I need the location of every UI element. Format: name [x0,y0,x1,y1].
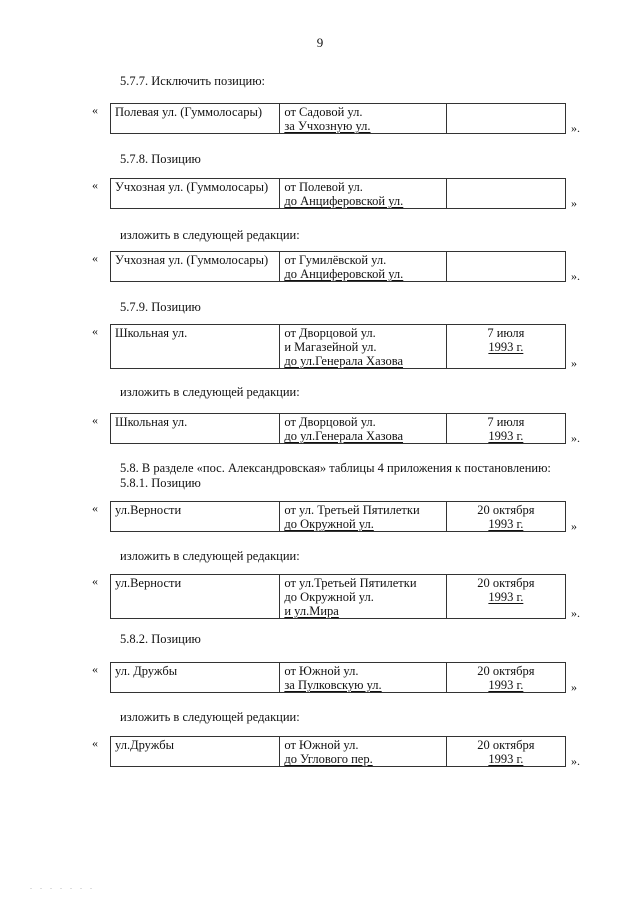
range-line: за Пулковскую ул. [284,678,382,692]
close-quote: ». [571,121,580,135]
range-line: до ул.Генерала Хазова [284,354,404,368]
date-cell [446,502,565,532]
date-cell [446,663,565,693]
street-name: ул.Верности [115,576,182,590]
page-number: 9 [316,35,324,50]
table-row [111,737,566,767]
range-line: и Магазейной ул. [284,340,377,354]
section-heading: 5.8.2. Позицию [120,632,201,646]
section-heading: 5.7.9. Позицию [120,300,201,314]
street-name: Учхозная ул. (Гуммолосары) [115,253,269,267]
street-cell [111,325,280,369]
close-quote: » [571,680,577,694]
position-table [110,574,566,619]
section-heading: 5.7.7. Исключить позицию: [120,74,266,88]
date-line: 20 октября [477,738,535,752]
open-quote: « [92,251,98,265]
close-quote: » [571,356,577,370]
table-row [111,414,566,444]
section-subheading: 5.8.1. Позицию [120,476,201,490]
open-quote: « [92,574,98,588]
range-line: от Садовой ул. [284,105,363,119]
position-table [110,324,566,369]
section-heading: изложить в следующей редакции: [120,385,300,399]
date-line: 7 июля [487,415,525,429]
range-cell [280,737,446,767]
range-line: от Полевой ул. [284,180,363,194]
street-name: ул. Дружбы [115,664,178,678]
range-line: до Анциферовской ул. [284,194,404,208]
section-heading: 5.8. В разделе «пос. Александровская» таблицы 4 приложения к постановлению: [120,461,551,475]
street-cell [111,252,280,282]
range-line: за Учхозную ул. [284,119,371,133]
range-line: от ул. Третьей Пятилетки [284,503,420,517]
street-name: ул.Дружбы [115,738,174,752]
date-cell [446,179,565,209]
date-line: 1993 г. [488,340,524,354]
close-quote: ». [571,269,580,283]
table-row [111,325,566,369]
position-table [110,501,566,532]
street-cell [111,502,280,532]
section-heading: изложить в следующей редакции: [120,710,300,724]
position-table [110,178,566,209]
range-line: от Южной ул. [284,738,359,752]
date-line: 20 октября [477,503,535,517]
date-line: 20 октября [477,664,535,678]
range-line: до Анциферовской ул. [284,267,404,281]
street-name: ул.Верности [115,503,182,517]
range-line: до Окружной ул. [284,517,374,531]
close-quote: ». [571,606,580,620]
table-row [111,502,566,532]
street-cell [111,575,280,619]
date-line: 1993 г. [488,752,524,766]
date-line: 20 октября [477,576,535,590]
close-quote: » [571,196,577,210]
street-cell [111,414,280,444]
range-cell [280,502,446,532]
street-cell [111,737,280,767]
open-quote: « [92,736,98,750]
date-line: 1993 г. [488,429,524,443]
open-quote: « [92,178,98,192]
range-line: до Окружной ул. [284,590,374,604]
position-table [110,103,566,134]
range-line: от ул.Третьей Пятилетки [284,576,417,590]
range-line: от Южной ул. [284,664,359,678]
position-table [110,736,566,767]
date-cell [446,325,565,369]
street-cell [111,104,280,134]
open-quote: « [92,501,98,515]
street-name: Учхозная ул. (Гуммолосары) [115,180,269,194]
position-table [110,413,566,444]
range-line: от Дворцовой ул. [284,415,376,429]
date-cell [446,104,565,134]
table-row [111,104,566,134]
table-row [111,179,566,209]
open-quote: « [92,103,98,117]
position-table [110,662,566,693]
range-cell [280,663,446,693]
street-name: Школьная ул. [115,415,188,429]
range-cell [280,252,446,282]
footer-marks: . . . . . . . [30,882,95,891]
range-cell [280,414,446,444]
open-quote: « [92,662,98,676]
range-line: от Гумилёвской ул. [284,253,387,267]
open-quote: « [92,413,98,427]
street-name: Полевая ул. (Гуммолосары) [115,105,263,119]
position-table [110,251,566,282]
section-heading: изложить в следующей редакции: [120,228,300,242]
date-line: 1993 г. [488,590,524,604]
street-cell [111,179,280,209]
range-line: до Углового пер. [284,752,373,766]
date-cell [446,252,565,282]
date-cell [446,575,565,619]
open-quote: « [92,324,98,338]
range-cell [280,179,446,209]
date-cell [446,414,565,444]
range-line: и ул.Мира [284,604,339,618]
close-quote: ». [571,431,580,445]
date-cell [446,737,565,767]
range-line: от Дворцовой ул. [284,326,376,340]
table-row [111,252,566,282]
section-heading: изложить в следующей редакции: [120,549,300,563]
date-line: 1993 г. [488,517,524,531]
range-cell [280,104,446,134]
street-cell [111,663,280,693]
range-cell [280,575,446,619]
close-quote: ». [571,754,580,768]
close-quote: » [571,519,577,533]
range-cell [280,325,446,369]
range-line: до ул.Генерала Хазова [284,429,404,443]
section-heading: 5.7.8. Позицию [120,152,201,166]
date-line: 1993 г. [488,678,524,692]
table-row [111,663,566,693]
date-line: 7 июля [487,326,525,340]
table-row [111,575,566,619]
street-name: Школьная ул. [115,326,188,340]
